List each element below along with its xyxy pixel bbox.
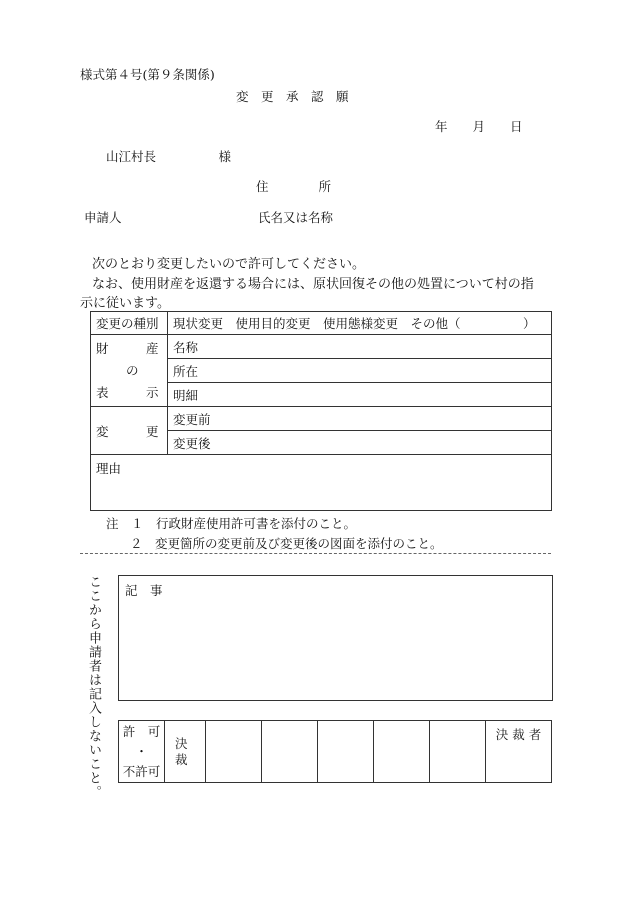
change-type-options: 現状変更 使用目的変更 使用態様変更 その他（ ）	[168, 312, 552, 335]
decision-label-2: 裁	[175, 751, 188, 767]
property-label	[91, 335, 168, 407]
reason-label: 理由	[96, 461, 122, 476]
nonpermit-label: 不許可	[122, 763, 161, 779]
applicant-label: 申請人	[84, 210, 122, 225]
permit-label: 許 可	[122, 723, 161, 739]
form-title: 変 更 承 認 願	[236, 89, 349, 104]
property-details-label: 明細	[173, 387, 199, 403]
record-label: 記 事	[125, 583, 163, 598]
permit-dot: ・	[135, 743, 148, 759]
before-change-label: 変更前	[173, 411, 211, 427]
property-label-line2: の	[126, 362, 139, 378]
approver-label: 決 裁 者	[495, 727, 542, 742]
property-name-label: 名称	[173, 339, 199, 355]
stamp-cell-3[interactable]	[318, 721, 374, 783]
stamp-cell-4[interactable]	[374, 721, 430, 783]
name-label: 氏名又は名称	[258, 210, 334, 225]
decision-label-1: 決	[175, 735, 188, 751]
note-2: ２ 変更箇所の変更前及び変更後の図面を添付のこと。	[130, 536, 443, 551]
approver-cell[interactable]	[486, 721, 552, 783]
stamp-cell-5[interactable]	[430, 721, 486, 783]
property-location-field[interactable]	[168, 359, 552, 383]
form-number: 様式第４号(第９条関係)	[80, 67, 215, 82]
after-change-label: 変更後	[173, 435, 211, 451]
cut-line	[80, 553, 551, 554]
change-label: 変 更	[91, 407, 168, 455]
date-field: 年 月 日	[435, 119, 523, 134]
office-use-notice: ここから申請者は記入しないこと。	[86, 575, 101, 799]
return-paragraph-line2: 示に従います。	[80, 296, 170, 311]
property-details-field[interactable]	[168, 383, 552, 407]
stamp-cell-1[interactable]	[206, 721, 262, 783]
change-type-label: 変更の種別	[91, 312, 168, 335]
property-location-label: 所在	[173, 363, 199, 379]
stamp-cell-2[interactable]	[262, 721, 318, 783]
before-change-field[interactable]	[168, 407, 552, 431]
after-change-field[interactable]	[168, 431, 552, 455]
permit-cell[interactable]	[119, 721, 165, 783]
property-name-field[interactable]	[168, 335, 552, 359]
request-paragraph: 次のとおり変更したいので許可してください。	[92, 257, 366, 272]
address-label: 住 所	[256, 179, 332, 194]
approval-table	[118, 720, 552, 783]
decision-cell	[165, 721, 206, 783]
return-paragraph-line1: なお、使用財産を返還する場合には、原状回復その他の処置について村の指	[92, 277, 534, 292]
reason-field[interactable]	[91, 455, 552, 511]
change-table	[90, 311, 552, 511]
recipient: 山江村長 様	[106, 149, 232, 164]
property-label-line1: 財 産	[96, 340, 159, 356]
note-1: 注 １ 行政財産使用許可書を添付のこと。	[106, 516, 357, 531]
property-label-line3: 表 示	[96, 384, 159, 400]
record-box[interactable]	[118, 575, 553, 701]
